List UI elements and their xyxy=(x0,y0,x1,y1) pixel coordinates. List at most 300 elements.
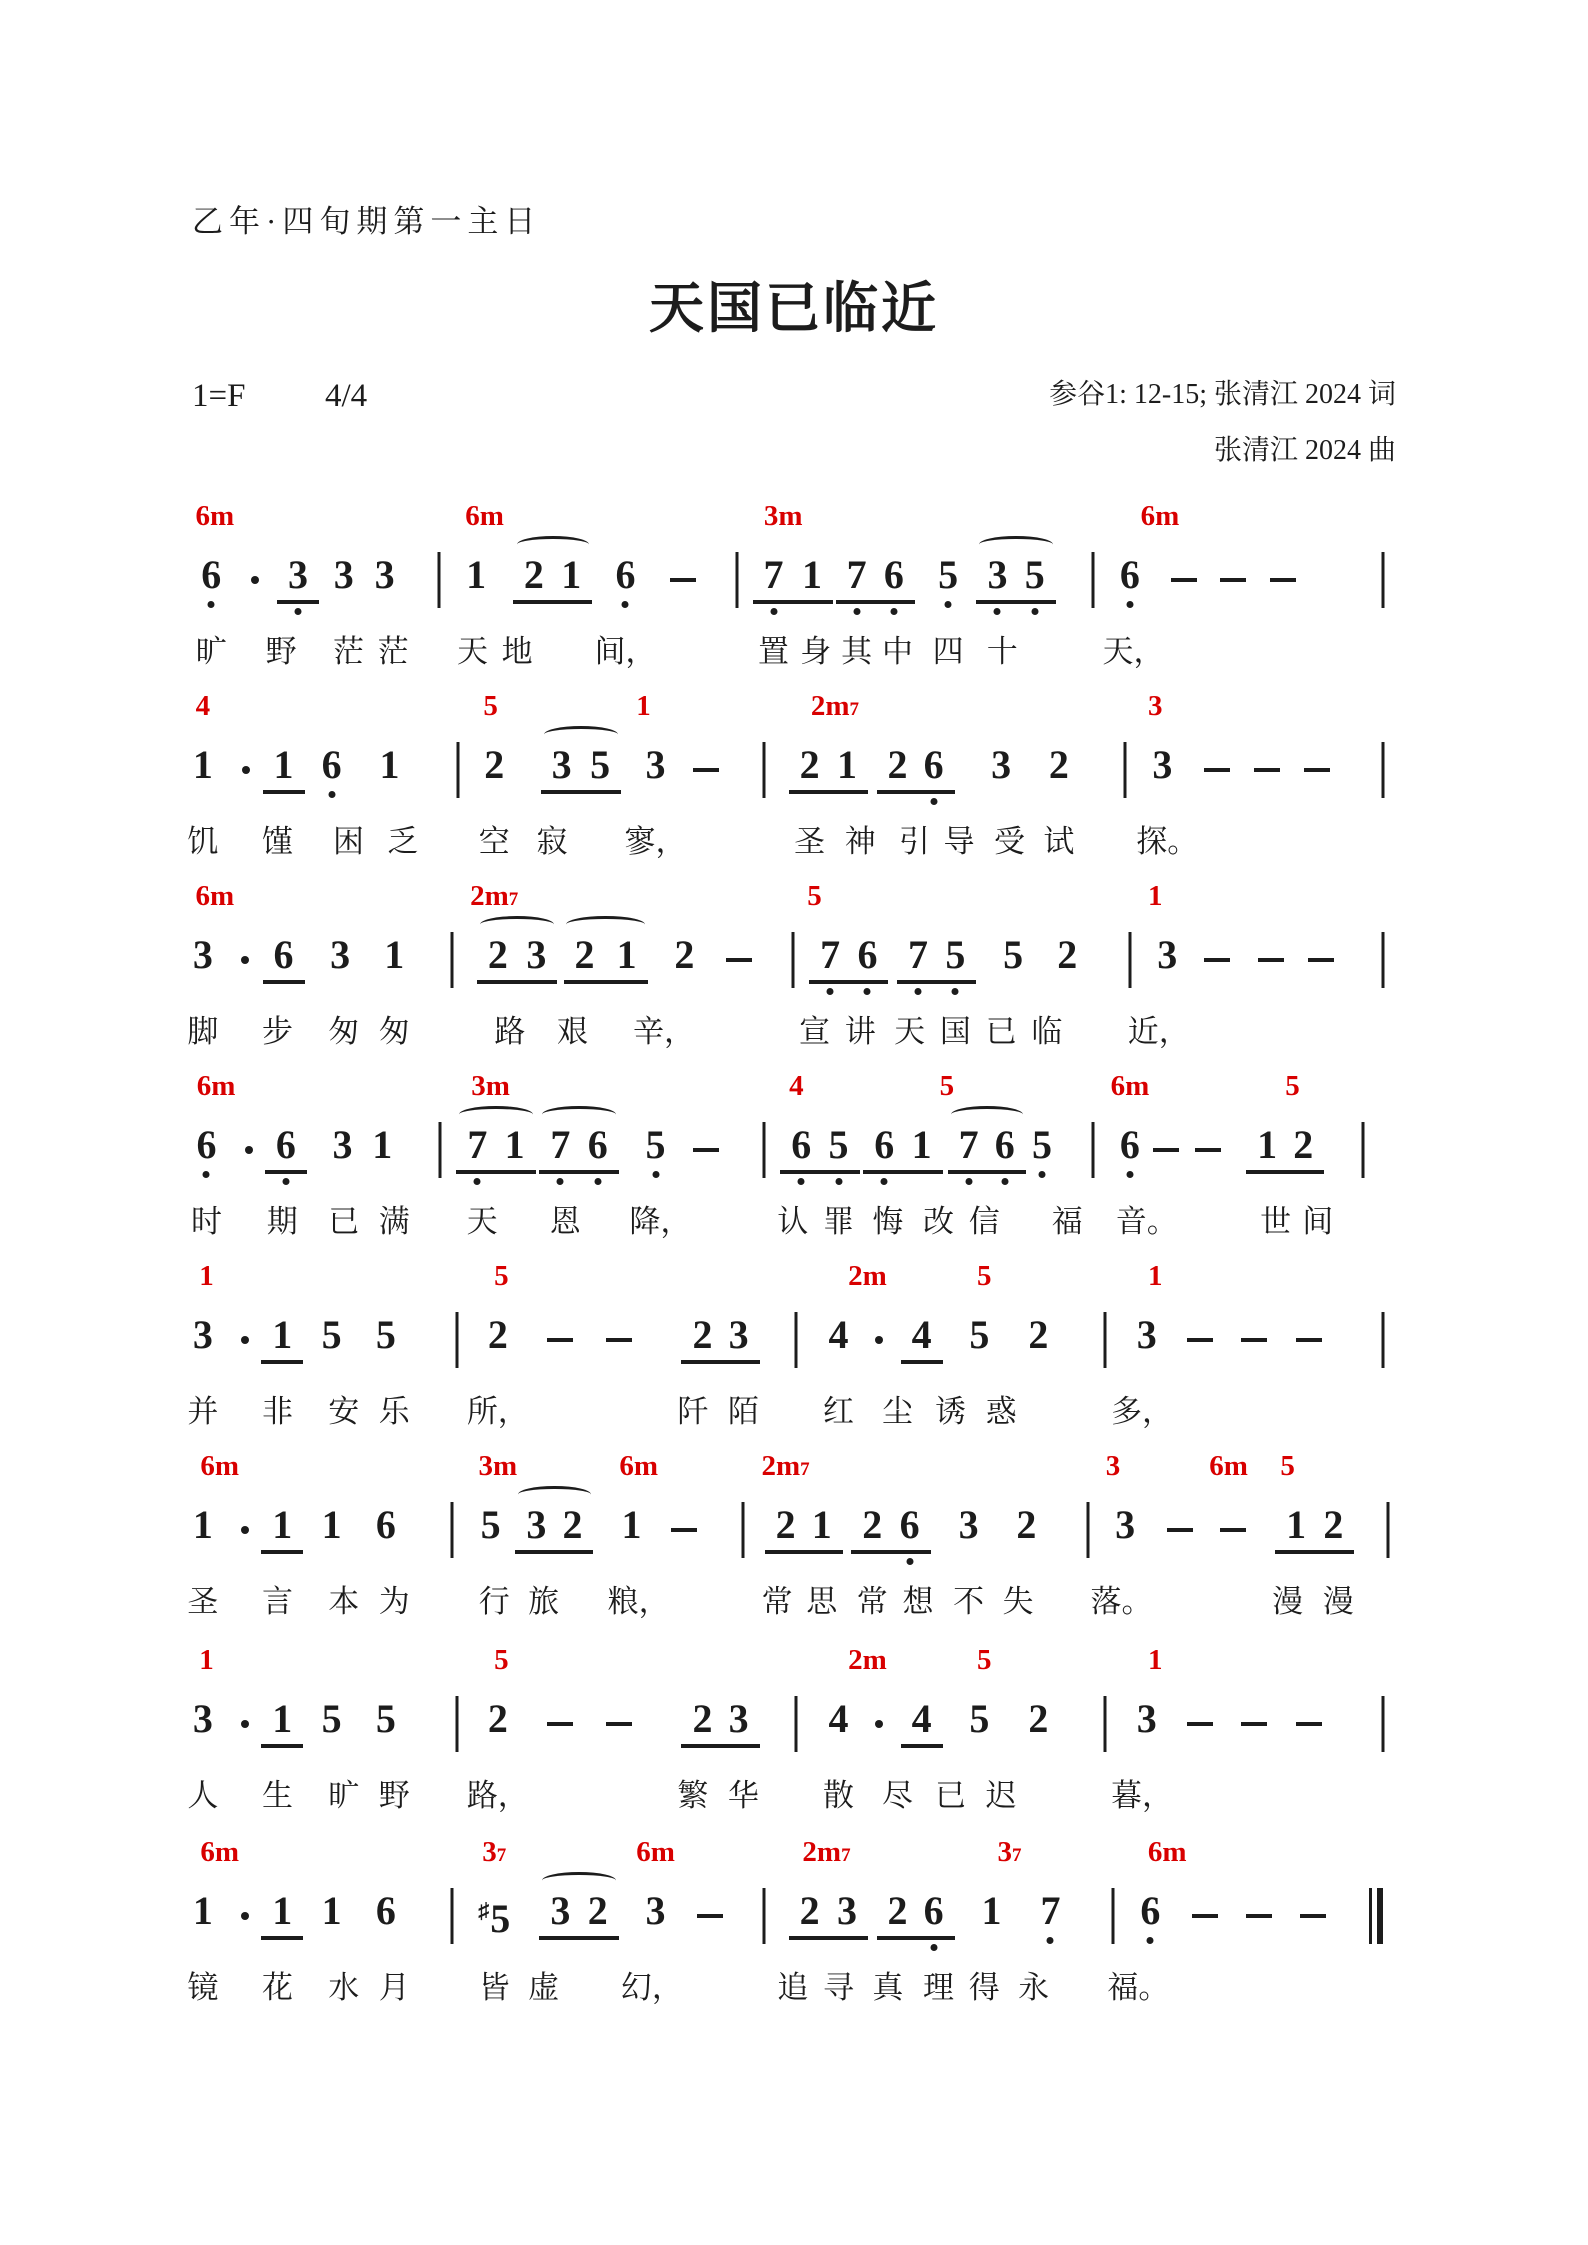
low-octave-dot xyxy=(1031,608,1038,615)
duration-dash xyxy=(606,1722,632,1726)
slur-arc xyxy=(566,916,644,933)
lyric-syllable: 试 xyxy=(1043,824,1075,859)
note-digit: 6 xyxy=(321,742,342,787)
lyric-syllable: 艰 xyxy=(556,1014,588,1049)
lyric-syllable: 行 xyxy=(478,1584,510,1619)
eighth-underline xyxy=(577,1936,619,1940)
note-digit: 2 xyxy=(562,1502,583,1547)
lyric-syllable: 认 xyxy=(777,1204,809,1239)
barline xyxy=(451,932,454,988)
note-digit: 5 xyxy=(480,1502,501,1547)
note-digit: 1 xyxy=(466,552,487,597)
eighth-underline xyxy=(913,790,955,794)
duration-dash xyxy=(1300,1914,1326,1918)
chord-label: 6m xyxy=(195,500,235,532)
lyric-syllable: 粮， xyxy=(607,1584,670,1619)
slur-arc xyxy=(542,1872,615,1889)
note-digit: 7 xyxy=(467,1122,488,1167)
note-digit: 3 xyxy=(332,1122,353,1167)
augmentation-dot xyxy=(242,766,250,774)
low-octave-dot xyxy=(328,791,335,798)
barline xyxy=(455,1312,458,1368)
eighth-underline xyxy=(901,1170,943,1174)
lyric-syllable: 辛， xyxy=(632,1014,695,1049)
chord-label: 6m xyxy=(1147,1836,1187,1868)
lyric-syllable: 恩 xyxy=(549,1204,581,1239)
augmentation-dot xyxy=(875,1336,883,1344)
chord-subscript: 7 xyxy=(800,1459,810,1480)
eighth-underline xyxy=(263,790,305,794)
eighth-underline xyxy=(976,600,1018,604)
note-digit: 3 xyxy=(192,1312,213,1357)
lyric-syllable: 思 xyxy=(806,1584,838,1619)
eighth-underline xyxy=(846,980,888,984)
barline xyxy=(791,932,794,988)
lyric-syllable: 路， xyxy=(466,1778,529,1813)
eighth-underline xyxy=(901,1360,943,1364)
lyric-syllable: 非 xyxy=(261,1394,293,1429)
chord-label: 3 xyxy=(1147,690,1163,722)
lyric-syllable: 旅 xyxy=(528,1584,560,1619)
low-octave-dot xyxy=(930,1944,937,1951)
time-signature: 4/4 xyxy=(325,378,368,414)
lyric-syllable: 宣 xyxy=(798,1014,830,1049)
chord-label: 37 xyxy=(997,1836,1022,1868)
note-digit: 1 xyxy=(272,1888,293,1933)
note-digit: 2 xyxy=(799,1888,820,1933)
lyric-syllable: 已 xyxy=(328,1204,360,1239)
barline xyxy=(742,1502,745,1558)
note-digit: 4 xyxy=(828,1312,849,1357)
lyric-syllable: 惑 xyxy=(985,1394,1017,1429)
eighth-underline xyxy=(889,1550,931,1554)
note-digit: 3 xyxy=(550,1888,571,1933)
notation-system-7 xyxy=(187,1642,1396,1832)
lyric-syllable: 虚 xyxy=(528,1970,560,2005)
lyric-syllable: 生 xyxy=(261,1778,293,1813)
slur-arc xyxy=(979,536,1052,553)
lyric-syllable: 失 xyxy=(1002,1584,1034,1619)
note-digit: 6 xyxy=(899,1502,920,1547)
augmentation-dot xyxy=(241,1720,249,1728)
lyric-syllable: 临 xyxy=(1031,1014,1063,1049)
duration-dash xyxy=(670,578,696,582)
note-digit: 3 xyxy=(287,552,308,597)
note-digit: 1 xyxy=(379,742,400,787)
notation-system-3 xyxy=(187,878,1396,1068)
lyric-syllable: 迟 xyxy=(985,1778,1017,1813)
low-octave-dot xyxy=(798,1178,805,1185)
lyric-syllable: 乐 xyxy=(378,1394,410,1429)
lyric-syllable: 漫 xyxy=(1322,1584,1354,1619)
lyric-syllable: 常 xyxy=(856,1584,888,1619)
note-digit: 7 xyxy=(1040,1888,1061,1933)
lyric-syllable: 圣 xyxy=(187,1584,219,1619)
note-digit: 5 xyxy=(1024,552,1045,597)
lyric-syllable: 镜 xyxy=(187,1970,219,2005)
lyric-syllable: 月 xyxy=(378,1970,410,2005)
lyric-syllable: 繁 xyxy=(677,1778,709,1813)
lyric-syllable: 尘 xyxy=(882,1394,914,1429)
lyric-syllable: 寂 xyxy=(536,824,568,859)
lyric-syllable: 其 xyxy=(841,634,873,669)
notation-system-4 xyxy=(192,1068,1396,1258)
note-digit: 1 xyxy=(561,552,582,597)
lyric-syllable: 乏 xyxy=(387,824,419,859)
lyric-syllable: 福 xyxy=(1051,1204,1083,1239)
note-digit: 1 xyxy=(192,1888,213,1933)
barline xyxy=(1086,1502,1089,1558)
eighth-underline xyxy=(913,1936,955,1940)
note-digit: 2 xyxy=(484,742,505,787)
eighth-underline xyxy=(836,600,878,604)
lyric-syllable: 期 xyxy=(266,1204,298,1239)
lyric-syllable: 讲 xyxy=(844,1014,876,1049)
low-octave-dot xyxy=(594,1178,601,1185)
augmentation-dot xyxy=(245,1146,253,1154)
note-digit: 5 xyxy=(375,1312,396,1357)
augmentation-dot xyxy=(251,576,259,584)
chord-label: 1 xyxy=(1147,1260,1163,1292)
eighth-underline xyxy=(541,790,583,794)
duration-dash xyxy=(1270,578,1296,582)
chord-subscript: 7 xyxy=(1012,1845,1022,1866)
chord-label: 6m xyxy=(1140,500,1180,532)
duration-dash xyxy=(1220,1528,1246,1532)
note-digit: 6 xyxy=(196,1122,217,1167)
duration-dash xyxy=(697,1914,723,1918)
chord-subscript: 7 xyxy=(496,1845,507,1866)
eighth-underline xyxy=(263,980,305,984)
lyric-syllable: 幻， xyxy=(620,1970,683,2005)
note-digit: 1 xyxy=(621,1502,642,1547)
note-digit: 2 xyxy=(487,1696,508,1741)
duration-dash xyxy=(1187,1338,1213,1342)
chord-label: 2m xyxy=(848,1644,887,1676)
note-digit: 1 xyxy=(321,1502,342,1547)
eighth-underline xyxy=(477,980,519,984)
chord-label: 2m xyxy=(848,1260,887,1292)
low-octave-dot xyxy=(770,608,777,615)
lyric-syllable: 言 xyxy=(261,1584,293,1619)
chord-label: 6m xyxy=(636,1836,675,1868)
chord-label: 3 xyxy=(1105,1450,1121,1482)
note-digit: 1 xyxy=(981,1888,1002,1933)
lyric-syllable: 本 xyxy=(328,1584,360,1619)
duration-dash xyxy=(1187,1722,1213,1726)
note-digit: 5 xyxy=(590,742,611,787)
chord-label: 2m7 xyxy=(761,1450,810,1482)
low-octave-dot xyxy=(881,1178,888,1185)
lyric-syllable: 改 xyxy=(922,1204,954,1239)
eighth-underline xyxy=(789,790,831,794)
barline xyxy=(451,1888,454,1944)
lyric-syllable: 为 xyxy=(378,1584,410,1619)
eighth-underline xyxy=(789,1936,831,1940)
lyric-syllable: 漫 xyxy=(1272,1584,1304,1619)
lyric-syllable: 旷 xyxy=(195,634,227,669)
barline xyxy=(437,552,440,608)
note-digit: 7 xyxy=(908,932,928,977)
lyric-syllable: 阡 xyxy=(677,1394,709,1429)
eighth-underline xyxy=(791,600,833,604)
eighth-underline xyxy=(826,1936,868,1940)
note-digit: 3 xyxy=(374,552,395,597)
augmentation-dot xyxy=(241,1526,249,1534)
eighth-underline xyxy=(261,1360,303,1364)
barline xyxy=(1103,1312,1106,1368)
eighth-underline xyxy=(564,980,606,984)
note-digit: 3 xyxy=(1136,1696,1157,1741)
lyric-syllable: 茫 xyxy=(333,634,365,669)
duration-dash xyxy=(1195,1148,1221,1152)
chord-label: 3m xyxy=(478,1450,518,1482)
duration-dash xyxy=(1296,1722,1322,1726)
chord-label: 6m xyxy=(200,1836,240,1868)
eighth-underline xyxy=(818,1170,860,1174)
note-digit: 3 xyxy=(1152,742,1173,787)
eighth-underline xyxy=(494,1170,536,1174)
note-digit: 6 xyxy=(883,552,904,597)
lyric-syllable: 得 xyxy=(968,1970,1000,2005)
lyric-syllable: 置 xyxy=(758,634,790,669)
augmentation-dot xyxy=(241,1336,249,1344)
lyric-syllable: 间， xyxy=(594,634,657,669)
duration-dash xyxy=(1254,768,1280,772)
duration-dash xyxy=(1241,1722,1267,1726)
lyric-syllable: 近， xyxy=(1127,1014,1190,1049)
chord-label: 5 xyxy=(807,880,822,912)
lyric-syllable: 罪 xyxy=(823,1204,855,1239)
lyric-syllable: 天 xyxy=(457,634,489,669)
lyric-syllable: 天， xyxy=(1102,634,1165,669)
eighth-underline xyxy=(277,600,319,604)
chord-label: 5 xyxy=(939,1070,955,1102)
chord-label: 6m xyxy=(619,1450,659,1482)
note-digit: 1 xyxy=(192,742,213,787)
key-signature: 1=F xyxy=(192,378,246,414)
note-digit: 2 xyxy=(574,932,595,977)
lyric-syllable: 暮， xyxy=(1110,1778,1173,1813)
chord-label: 2m7 xyxy=(470,880,519,912)
lyric-syllable: 落。 xyxy=(1090,1584,1153,1619)
duration-dash xyxy=(1204,958,1230,962)
chord-label: 4 xyxy=(195,690,211,722)
notation-system-1 xyxy=(192,498,1396,688)
note-digit: 6 xyxy=(201,552,222,597)
chord-label: 5 xyxy=(1285,1070,1300,1102)
lyric-syllable: 不 xyxy=(953,1584,985,1619)
lyric-syllable: 茫 xyxy=(377,634,409,669)
low-octave-dot xyxy=(294,608,301,615)
lyric-syllable: 寥， xyxy=(624,824,687,859)
note-digit: 5 xyxy=(321,1312,342,1357)
eighth-underline xyxy=(261,1936,303,1940)
augmentation-dot xyxy=(875,1720,883,1728)
low-octave-dot xyxy=(952,988,959,995)
note-digit: 2 xyxy=(1028,1312,1049,1357)
eighth-underline xyxy=(265,1170,307,1174)
eighth-underline xyxy=(718,1744,760,1748)
lyric-syllable: 探。 xyxy=(1136,824,1199,859)
eighth-underline xyxy=(753,600,795,604)
lyric-syllable: 匆 xyxy=(378,1014,410,1049)
lyric-syllable: 诱 xyxy=(935,1394,967,1429)
note-digit: 3 xyxy=(526,1502,547,1547)
duration-dash xyxy=(1204,768,1230,772)
note-digit: 3 xyxy=(1115,1502,1136,1547)
duration-dash xyxy=(1220,578,1246,582)
note-digit: 6 xyxy=(874,1122,895,1167)
chord-label: 2m7 xyxy=(810,690,860,722)
lyric-syllable: 已 xyxy=(985,1014,1017,1049)
duration-dash xyxy=(1153,1148,1179,1152)
lyric-syllable: 想 xyxy=(902,1584,934,1619)
note-digit: 2 xyxy=(775,1502,796,1547)
low-octave-dot xyxy=(1147,1937,1154,1944)
barline xyxy=(1103,1696,1106,1752)
slur-arc xyxy=(518,1486,590,1503)
note-digit: 1 xyxy=(504,1122,525,1167)
note-digit: 6 xyxy=(994,1122,1015,1167)
note-digit: 7 xyxy=(820,932,841,977)
note-digit: 2 xyxy=(1048,742,1069,787)
lyric-syllable: 并 xyxy=(187,1394,219,1429)
duration-dash xyxy=(606,1338,632,1342)
note-digit: 7 xyxy=(550,1122,571,1167)
note-digit: 3 xyxy=(1157,932,1178,977)
eighth-underline xyxy=(261,1744,303,1748)
note-digit: 5 xyxy=(375,1696,396,1741)
slur-arc xyxy=(544,726,619,743)
lyric-syllable: 信 xyxy=(968,1204,1000,1239)
note-digit: 2 xyxy=(1323,1502,1344,1547)
eighth-underline xyxy=(780,1170,822,1174)
slur-arc xyxy=(480,916,555,933)
note-digit: 2 xyxy=(1028,1696,1049,1741)
note-digit: 3 xyxy=(645,742,666,787)
eighth-underline xyxy=(809,980,851,984)
lyric-syllable: 悔 xyxy=(872,1204,904,1239)
chord-label: 6m xyxy=(195,880,235,912)
chord-label: 5 xyxy=(483,690,498,722)
note-digit: 1 xyxy=(1257,1122,1278,1167)
lyric-syllable: 尽 xyxy=(882,1778,914,1813)
lyric-syllable: 地 xyxy=(501,634,533,669)
lyric-syllable: 导 xyxy=(943,824,975,859)
lyric-syllable: 身 xyxy=(800,634,832,669)
note-digit: 3 xyxy=(333,552,354,597)
eighth-underline xyxy=(863,1170,905,1174)
note-digit: 1 xyxy=(802,552,823,597)
note-digit: 6 xyxy=(1140,1888,1161,1933)
low-octave-dot xyxy=(915,988,922,995)
note-digit: 3 xyxy=(526,932,547,977)
note-digit: 1 xyxy=(384,932,405,977)
lyric-syllable: 四 xyxy=(932,634,964,669)
note-digit: 7 xyxy=(846,552,867,597)
note-digit: 4 xyxy=(828,1696,849,1741)
slur-arc xyxy=(951,1106,1023,1123)
chord-label: 5 xyxy=(494,1260,509,1292)
lyric-syllable: 音。 xyxy=(1115,1204,1178,1239)
note-digit: 5 xyxy=(969,1696,990,1741)
lyric-syllable: 中 xyxy=(882,634,914,669)
low-octave-dot xyxy=(1126,601,1133,608)
note-digit: 4 xyxy=(911,1312,932,1357)
lyric-syllable: 散 xyxy=(823,1778,855,1813)
eighth-underline xyxy=(515,980,557,984)
note-digit: 3 xyxy=(551,742,572,787)
low-octave-dot xyxy=(474,1178,481,1185)
barline xyxy=(1362,1122,1365,1178)
chord-label: 6m xyxy=(196,1070,236,1102)
lyric-syllable: 空 xyxy=(478,824,510,859)
duration-dash xyxy=(1308,958,1334,962)
duration-dash xyxy=(1192,1914,1218,1918)
eighth-underline xyxy=(826,790,868,794)
lyric-syllable: 引 xyxy=(898,824,930,859)
eighth-underline xyxy=(550,600,592,604)
eighth-underline xyxy=(539,1936,581,1940)
eighth-underline xyxy=(513,600,555,604)
low-octave-dot xyxy=(906,1558,913,1565)
lyric-syllable: 步 xyxy=(261,1014,293,1049)
low-octave-dot xyxy=(203,1171,210,1178)
note-digit: 6 xyxy=(273,932,294,977)
chord-label: 4 xyxy=(789,1070,804,1102)
lyric-syllable: 间 xyxy=(1302,1204,1334,1239)
note-digit: 1 xyxy=(272,1502,293,1547)
barline xyxy=(1381,1696,1384,1752)
barline xyxy=(795,1312,798,1368)
note-digit: 3 xyxy=(192,1696,213,1741)
lyric-syllable: 花 xyxy=(261,1970,293,2005)
note-digit: 3 xyxy=(991,742,1012,787)
note-digit: 1 xyxy=(1286,1502,1307,1547)
barline xyxy=(736,552,739,608)
barline xyxy=(762,1122,765,1178)
barline xyxy=(762,1888,765,1944)
low-octave-dot xyxy=(864,988,871,995)
low-octave-dot xyxy=(945,601,952,608)
lyric-syllable: 困 xyxy=(333,824,365,859)
chord-subscript: 7 xyxy=(849,699,860,720)
note-digit: 1 xyxy=(911,1122,932,1167)
note-digit: 7 xyxy=(763,552,784,597)
lyric-syllable: 匆 xyxy=(328,1014,360,1049)
note-digit: 2 xyxy=(887,1888,908,1933)
lyric-syllable: 人 xyxy=(187,1778,219,1813)
barline xyxy=(439,1122,442,1178)
barline xyxy=(1381,932,1384,988)
lyric-syllable: 世 xyxy=(1260,1204,1292,1239)
lyric-syllable: 圣 xyxy=(794,824,826,859)
duration-dash xyxy=(547,1338,573,1342)
barline xyxy=(1091,1122,1094,1178)
lyric-syllable: 神 xyxy=(844,824,876,859)
note-digit: 2 xyxy=(674,932,695,977)
page-title: 天国已临近 xyxy=(648,276,939,340)
note-digit: 2 xyxy=(487,932,508,977)
eighth-underline xyxy=(1014,600,1056,604)
chord-label: 5 xyxy=(494,1644,509,1676)
note-digit: 3 xyxy=(987,552,1008,597)
note-digit: 6 xyxy=(923,742,944,787)
note-digit: 5 xyxy=(828,1122,849,1167)
final-barline xyxy=(1369,1888,1383,1944)
note-digit: 5 xyxy=(938,552,959,597)
